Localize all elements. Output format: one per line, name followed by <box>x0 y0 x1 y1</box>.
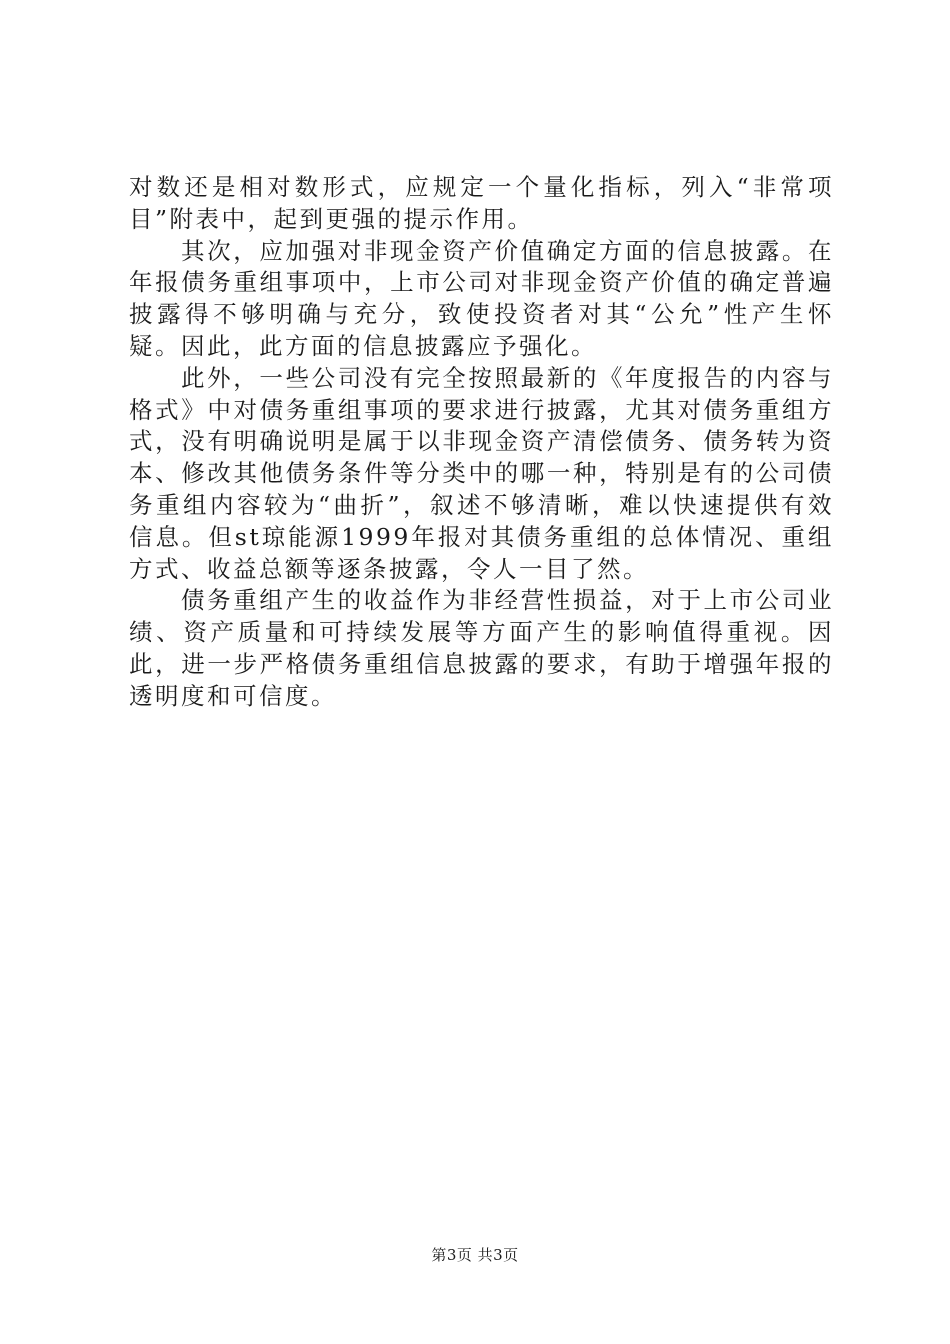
paragraph: 其次，应加强对非现金资产价值确定方面的信息披露。在年报债务重组事项中，上市公司对非现金资产价值的确定普遍披露得不够明确与充分，致使投资者对其“公允”性产生怀疑。因此，此方面的信息披露应予强化。 <box>129 236 834 360</box>
paragraph: 此外，一些公司没有完全按照最新的《年度报告的内容与格式》中对债务重组事项的要求进行披露，尤其对债务重组方式，没有明确说明是属于以非现金资产清偿债务、债务转为资本、修改其他债务条件等分类中的哪一种，特别是有的公司债务重组内容较为“曲折”，叙述不够清晰，难以快速提供有效信息。但st琼能源1999年报对其债务重组的总体情况、重组方式、收益总额等逐条披露，令人一目了然。 <box>129 363 834 583</box>
paragraph-continuation: 对数还是相对数形式，应规定一个量化指标，列入“非常项目”附表中，起到更强的提示作用。 <box>129 173 834 233</box>
paragraph: 债务重组产生的收益作为非经营性损益，对于上市公司业绩、资产质量和可持续发展等方面产生的影响值得重视。因此，进一步严格债务重组信息披露的要求，有助于增强年报的透明度和可信度。 <box>129 586 834 710</box>
document-body <box>129 172 834 713</box>
page-number-footer: 第3页 共3页 <box>431 1246 519 1264</box>
